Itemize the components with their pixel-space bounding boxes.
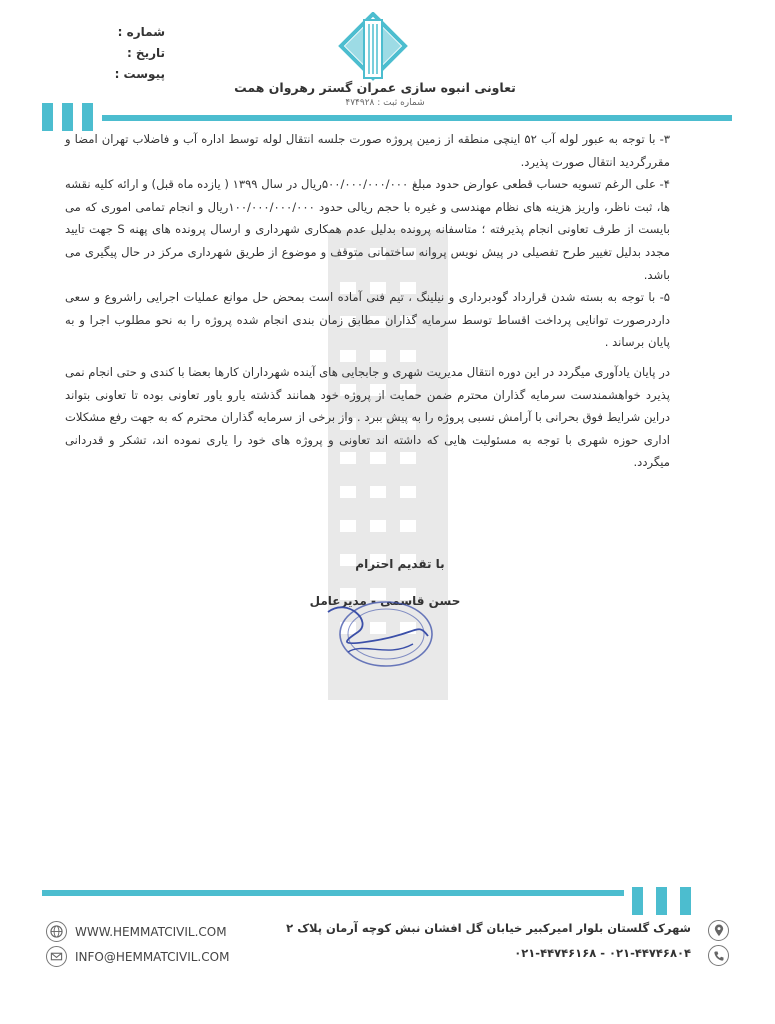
paragraph-item-4: ۴- علی الرغم تسویه حساب قطعی عوارض حدود مبلغ ۵۰۰/۰۰۰/۰۰۰/۰۰۰ریال در سال ۱۳۹۹ ( یازده ماه قبل) و ارائه کلیه نقشه ها، ثبت ناظر، واریز هزینه های نظام مهندسی و غیره با حجم ریالی حدود ۱۰۰/۰۰۰/۰۰۰/۰۰۰ریال و انجام تمامی اموری که می بایست از طرف تعاونی انجام پذیرفته ؛ متاسفانه پرونده بدلیل عدم همکاری شهرداری و ارسال پرونده های پهنه S جهت تایید مجدد بدلیل تغییر طرح تفصیلی در پیش نویس پروانه ساختمانی متوقف و موضوع از طریق شهرداری مرکز در حال پیگیری می باشد.	[65, 177, 670, 282]
footer-rule	[42, 890, 624, 896]
registration-number: شماره ثبت : ۴۷۴۹۲۸	[345, 98, 425, 108]
paragraph-item-5: ۵- با توجه به بسته شدن قرارداد گودبرداری و نیلینگ ، تیم فنی آماده است بمحض حل موانع عملیات اجرایی راشروع و سعی داردرصورت توانایی پرداخت اقساط توسط سرمایه گذاران مطابق زمان بندی انجام شده پروژه را به نحو مطلوب اجرا و به پایان برساند .	[65, 290, 670, 350]
company-logo	[333, 12, 413, 82]
letter-meta	[65, 22, 165, 85]
mail-icon	[46, 946, 67, 967]
date-label: تاریخ :	[126, 46, 165, 60]
signature-stamp	[318, 592, 438, 670]
phone-icon	[708, 945, 729, 966]
location-icon	[708, 920, 729, 941]
globe-icon	[46, 921, 67, 942]
number-label: شماره :	[117, 25, 165, 39]
footer-email[interactable]	[46, 946, 229, 967]
footer-website[interactable]	[46, 921, 227, 942]
email-text[interactable]: INFO@HEMMATCIVIL.COM	[75, 949, 230, 964]
footer-phones: ۰۲۱-۴۴۷۴۶۸۰۴ - ۰۲۱-۴۴۷۴۶۱۶۸	[514, 946, 691, 960]
footer-address: شهرک گلستان بلوار امیرکبیر خیابان گل افشان نبش کوچه آرمان پلاک ۲	[286, 921, 691, 935]
organization-name: تعاونی انبوه سازی عمران گستر رهروان همت	[234, 80, 516, 95]
paragraph-item-3: ۳- با توجه به عبور لوله آب ۵۲ اینچی منطقه از زمین پروژه صورت جلسه انتقال لوله توسط اداره آب و فاضلاب تهران امضا و مقررگردید انتقال صورت پذیرد.	[65, 132, 670, 169]
paragraph-closing: در پایان یادآوری میگردد در این دوره انتقال مدیریت شهری و جابجایی های آینده شهرداران کارها بعضا با کندی و حتی انجام نمی پذیرد خواهشمندست سرمایه گذاران محترم ضمن حمایت از پروژه خود همانند گذشته یارو یاور تعاونی بوده تا تعاونی بتواند دراین شرایط فوق بحرانی با آرامش نسبی پروژه را به پیش ببرد . واز برخی از سرمایه گذاران محترم که به جهت رفع مشکلات اداری حوزه شهری با توجه به مسئولیت هایی که داشته اند تعاونی و پروژه های خود را یاری نموده اند، تشکر و قدردانی میگردد.	[65, 364, 670, 470]
attachment-label: پیوست :	[114, 67, 165, 81]
header-rule	[102, 115, 732, 121]
regards-line: با تقدیم احترام	[355, 557, 445, 571]
letter-body	[65, 128, 670, 474]
website-text[interactable]: WWW.HEMMATCIVIL.COM	[75, 924, 227, 939]
signer-name: حسن قاسمی - مدیرعامل	[309, 594, 461, 608]
